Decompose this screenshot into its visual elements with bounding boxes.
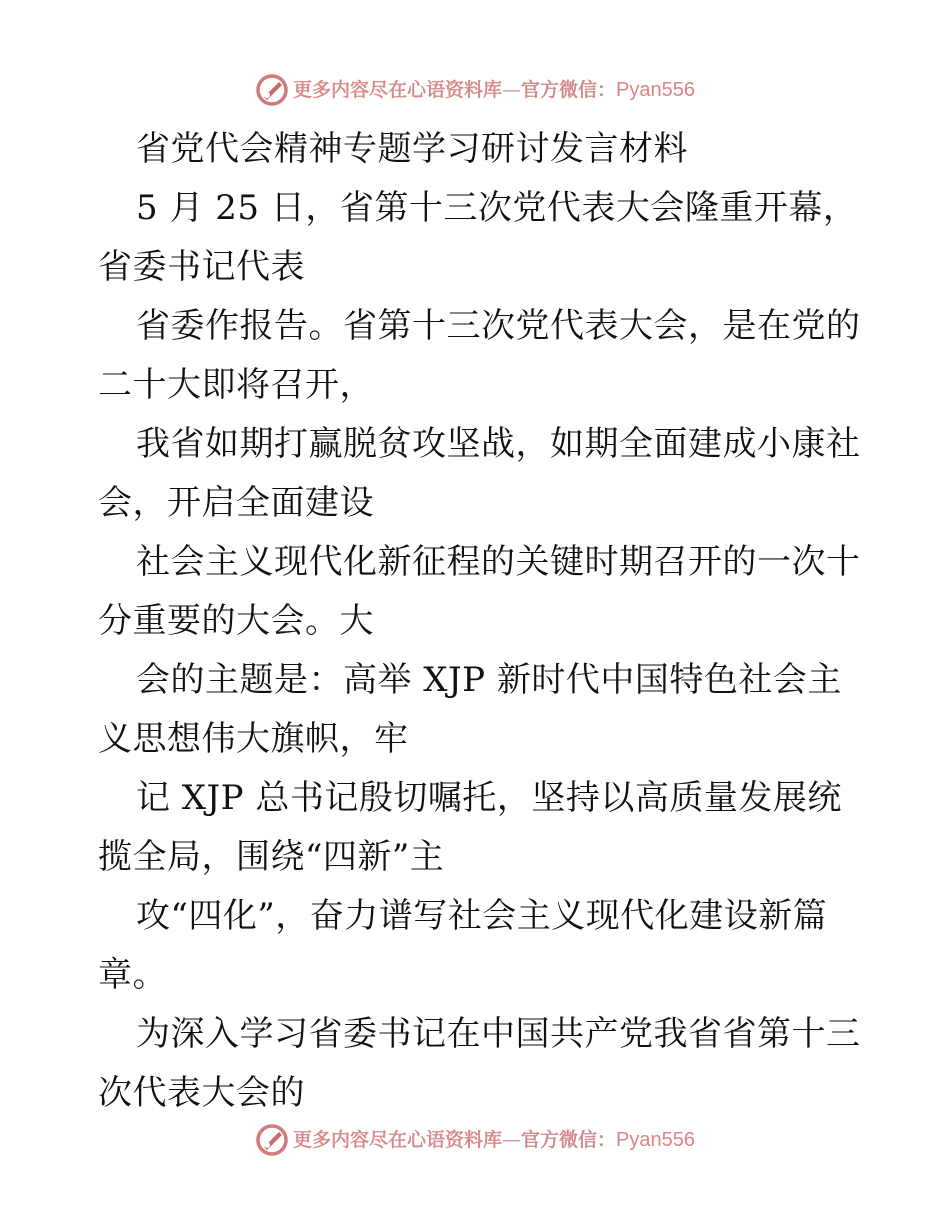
paragraph-line: 记 XJP 总书记殷切嘱托，坚持以高质量发展统 [136, 778, 842, 818]
paragraph-line: 社会主义现代化新征程的关键时期召开的一次十 [136, 542, 861, 582]
paragraph-line: 省委书记代表 [98, 247, 305, 287]
header-watermark [0, 70, 950, 110]
brand-logo-icon [255, 1123, 289, 1157]
paragraph-line: 会的主题是：高举 XJP 新时代中国特色社会主 [136, 660, 842, 700]
watermark-sub-text: 官方微信： [521, 1128, 617, 1151]
paragraph-line: 为深入学习省委书记在中国共产党我省省第十三 [136, 1014, 861, 1054]
paragraph-line: 会，开启全面建设 [98, 483, 374, 523]
brand-logo-icon [255, 73, 289, 107]
watermark-sub-text: 官方微信： [521, 78, 617, 101]
paragraph-line: 5 月 25 日，省第十三次党代表大会隆重开幕， [136, 188, 858, 228]
footer-watermark [0, 1120, 950, 1160]
watermark-main-text: 更多内容尽在心语资料库 [293, 78, 503, 101]
paragraph-line: 攻“四化”，奋力谱写社会主义现代化建设新篇 [136, 896, 828, 936]
paragraph-line: 义思想伟大旗帜，牢 [98, 719, 409, 759]
watermark-wechat-id: Pyan556 [616, 79, 695, 101]
paragraph-line: 我省如期打赢脱贫攻坚战，如期全面建成小康社 [136, 424, 861, 464]
paragraph-line: 二十大即将召开， [98, 365, 374, 405]
watermark-main-text: 更多内容尽在心语资料库 [293, 1128, 503, 1151]
watermark-dash: — [502, 1128, 522, 1151]
document-title: 省党代会精神专题学习研讨发言材料 [136, 129, 688, 169]
paragraph-line: 次代表大会的 [98, 1073, 305, 1113]
paragraph-line: 章。 [98, 955, 167, 995]
document-body [98, 120, 861, 1123]
watermark-dash: — [502, 78, 522, 101]
paragraph-line: 分重要的大会。大 [98, 601, 374, 641]
paragraph-line: 省委作报告。省第十三次党代表大会，是在党的 [136, 306, 861, 346]
paragraph-line: 揽全局，围绕“四新”主 [98, 837, 445, 877]
watermark-wechat-id: Pyan556 [616, 1129, 695, 1151]
